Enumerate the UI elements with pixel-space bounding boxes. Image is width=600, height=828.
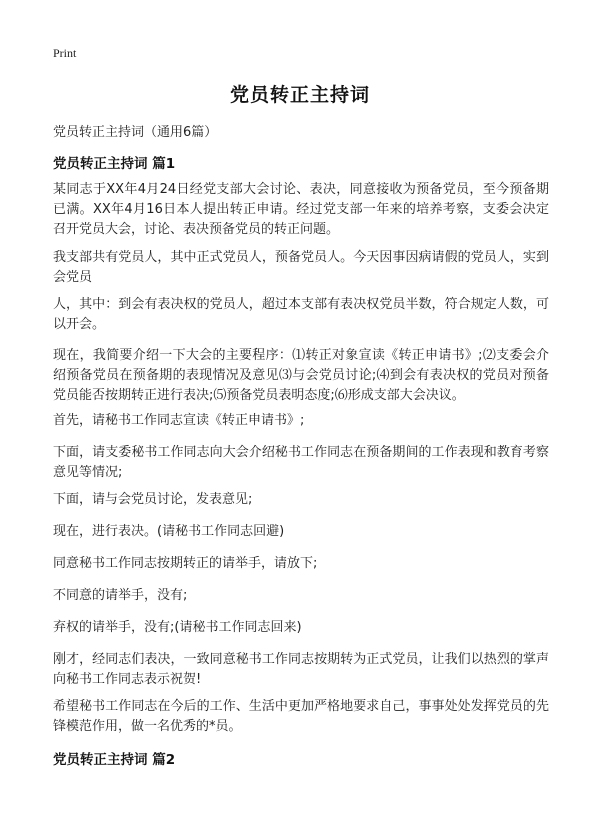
paragraph-vote-agree: 同意秘书工作同志按期转正的请举手，请放下; (53, 556, 318, 571)
section-heading-1: 党员转正主持词 篇1 (53, 156, 176, 172)
paragraph-step-report: 下面，请支委秘书工作同志向大会介绍秘书工作同志在预备期间的工作表现和教育考察意见等情况; (53, 445, 549, 480)
print-label: Print (53, 46, 77, 60)
paragraph-member-count: 我支部共有党员人，其中正式党员人，预备党员人。今天因事因病请假的党员人，实到会党员 (53, 250, 549, 285)
paragraph-quorum: 人，其中：到会有表决权的党员人，超过本支部有表决权党员半数，符合规定人数，可以开会。 (53, 297, 549, 332)
paragraph-step-read: 首先，请秘书工作同志宣读《转正申请书》; (53, 413, 305, 428)
paragraph-procedure: 现在，我简要介绍一下大会的主要程序：⑴转正对象宣读《转正申请书》;⑵支委会介绍预备党员在预备期的表现情况及意见⑶与会党员讨论;⑷到会有表决权的党员对预备党员能否按期转正进行表决;⑸预备党员表明态度;⑹形成支部大会决议。 (53, 348, 549, 403)
paragraph-vote-disagree: 不同意的请举手，没有; (53, 588, 188, 603)
document-subtitle: 党员转正主持词（通用6篇） (53, 125, 218, 140)
paragraph-vote-abstain: 弃权的请举手，没有;(请秘书工作同志回来) (53, 620, 302, 635)
paragraph-intro: 某同志于XX年4月24日经党支部大会讨论、表决，同意接收为预备党员，至今预备期已满。XX年4月16日本人提出转正申请。经过党支部一年来的培养考察，支委会决定召开党员大会，讨论、表决预备党员的转正问题。 (53, 182, 550, 237)
paragraph-step-discuss: 下面，请与会党员讨论，发表意见; (53, 492, 253, 507)
paragraph-closing: 希望秘书工作同志在今后的工作、生活中更加严格地要求自己，事事处处发挥党员的先锋模范作用，做一名优秀的*员。 (53, 699, 549, 734)
paragraph-step-vote: 现在，进行表决。(请秘书工作同志回避) (53, 524, 285, 539)
document-title: 党员转正主持词 (229, 84, 370, 106)
section-heading-2: 党员转正主持词 篇2 (53, 752, 176, 768)
paragraph-result: 刚才，经同志们表决，一致同意秘书工作同志按期转为正式党员，让我们以热烈的掌声向秘书工作同志表示祝贺! (53, 652, 549, 687)
